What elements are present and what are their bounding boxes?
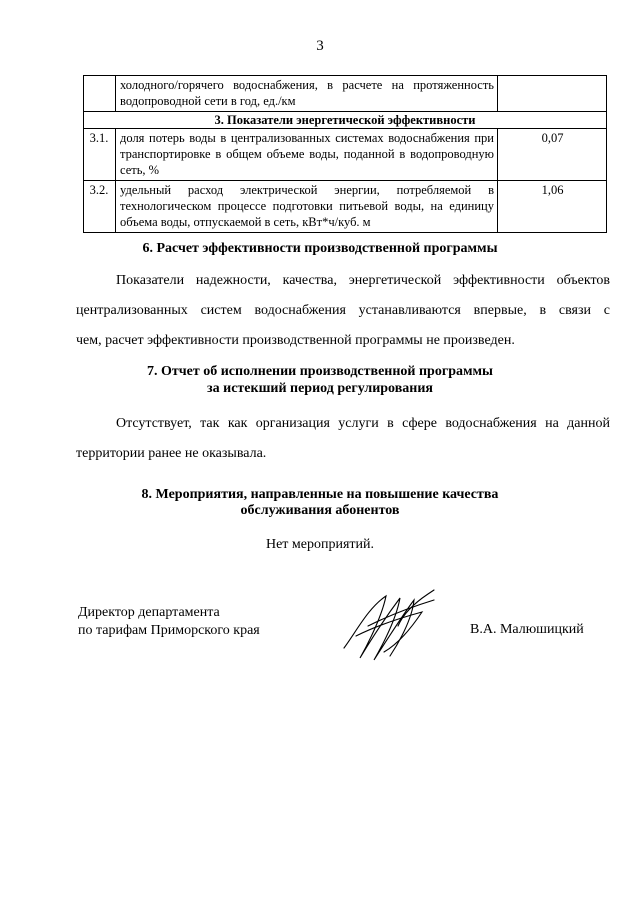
paragraph-line: территории ранее не оказывала. (76, 446, 267, 461)
signer-position-line: Директор департамента (78, 605, 220, 620)
section8-title-line1: 8. Мероприятия, направленные на повышение качества (141, 487, 499, 502)
section7-title-line1: 7. Отчет об исполнении производственной программы (146, 364, 493, 379)
signer-position-line: по тарифам Приморского края (78, 623, 260, 638)
row-number: 3.1. (84, 129, 116, 181)
paragraph-line: Отсутствует, так как организация услуги в сфере водоснабжения на данной (116, 416, 610, 431)
table-row (84, 129, 607, 181)
handwritten-signature (338, 586, 448, 666)
indicators-table (83, 75, 607, 233)
table-row (84, 181, 607, 233)
paragraph-line: чем, расчет эффективности производственной программы не произведен. (76, 333, 515, 348)
section8-title-line2: обслуживания абонентов (240, 503, 400, 518)
page-number: 3 (316, 38, 324, 54)
row-text: холодного/горячего водоснабжения, в расчете на протяженность водопроводной сети в год, ед./км (116, 76, 498, 112)
section7-title-line2: за истекший период регулирования (207, 381, 433, 396)
row-value (498, 76, 607, 112)
row-value: 0,07 (498, 129, 607, 181)
row-text: доля потерь воды в централизованных системах водоснабжения при транспортировке в общем объеме воды, поданной в водопроводную сеть, % (116, 129, 498, 181)
row-text: удельный расход электрической энергии, потребляемой в технологическом процессе подготовки питьевой воды, на единицу объема воды, отпускаемой в сеть, кВт*ч/куб. м (116, 181, 498, 233)
row-value: 1,06 (498, 181, 607, 233)
row-number (84, 76, 116, 112)
signer-position (78, 604, 260, 640)
row-number: 3.2. (84, 181, 116, 233)
paragraph-line: Показатели надежности, качества, энергетической эффективности объектов (116, 273, 610, 288)
signer-name: В.А. Малюшицкий (470, 622, 584, 637)
section6-title: 6. Расчет эффективности производственной программы (142, 241, 498, 256)
section6-paragraph (76, 266, 610, 356)
table-section-row (84, 112, 607, 129)
section8-text: Нет мероприятий. (265, 537, 375, 552)
paragraph-line: централизованных систем водоснабжения устанавливаются впервые, в связи с (76, 303, 610, 318)
table-row (84, 76, 607, 112)
table-section-title: 3. Показатели энергетической эффективности (84, 112, 607, 129)
section7-paragraph (76, 409, 610, 469)
